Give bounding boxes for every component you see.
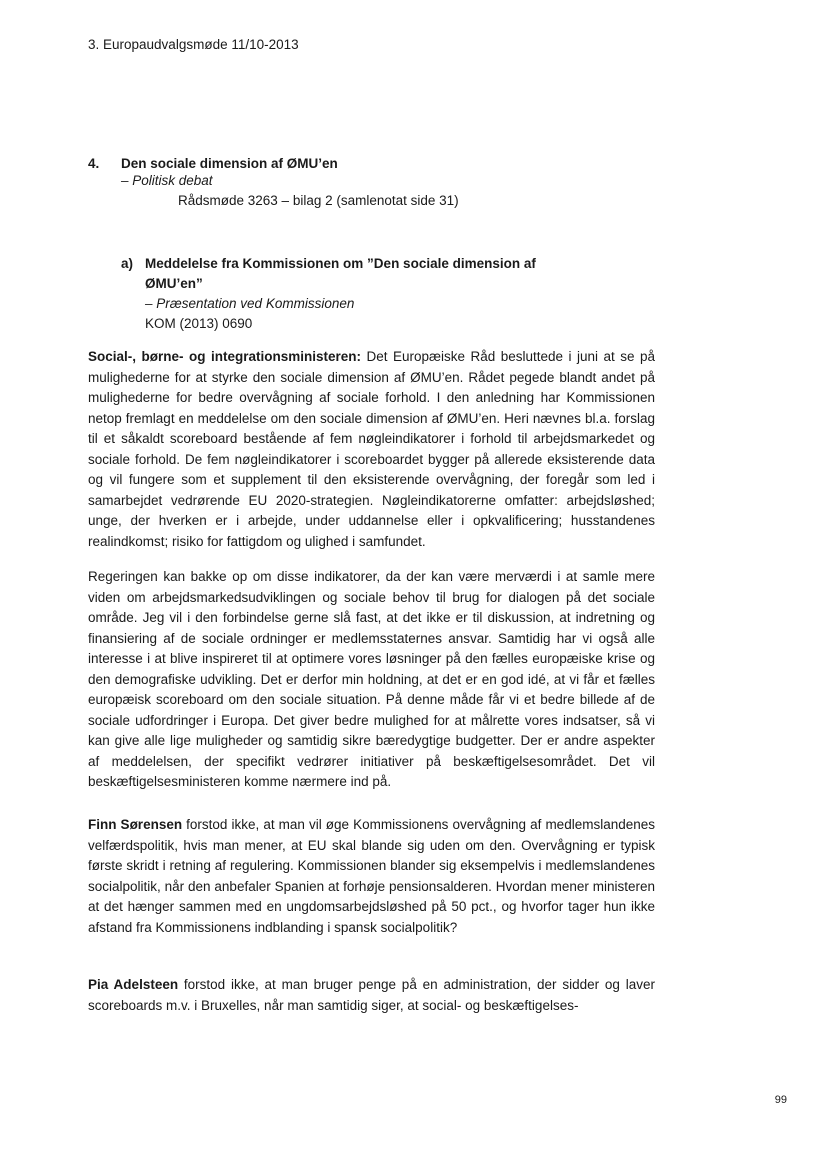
agenda-item-title — [88, 156, 668, 171]
agenda-item-4 — [88, 156, 668, 211]
paragraph-text: forstod ikke, at man bruger penge på en administration, der sidder og laver scoreboards m.v. i Bruxelles, når man samtidig siger, at social- og beskæftigelses- — [88, 977, 655, 1013]
agenda-item-subtitle: – Politisk debat — [121, 173, 213, 188]
paragraph-pia-adelsteen — [88, 975, 655, 1016]
agenda-item-reference: Rådsmøde 3263 – bilag 2 (samlenotat side 31) — [178, 193, 459, 208]
paragraph-text: forstod ikke, at man vil øge Kommissionens overvågning af medlemslandenes velfærdspolitik, hvis man mener, at EU skal blande sig uden om den. Overvågning er typisk første skridt i retning af regulering. Kommissionen blander sig eksempelvis i medlemslandenes socialpolitik, når den anbefaler Spanien at forhøje pensionsalderen. Hvordan mener ministeren at det hænger sammen med en ungdomsarbejdsløshed på 50 pct., og hvorfor tager hun ikke afstand fra Kommissionens indblanding i spansk socialpolitik? — [88, 817, 656, 935]
speaker-name: Social-, børne- og integrationsministeren: — [88, 349, 361, 364]
subitem-kom-ref: KOM (2013) 0690 — [145, 316, 253, 331]
subitem-letter: a) — [121, 256, 134, 271]
paragraph-text: Det Europæiske Råd besluttede i juni at se på mulighederne for at styrke den sociale dimension af ØMU’en. Rådet pegede blandt andet på mulighederne for bedre overvågning af sociale forhold. I den anledning har Kommissionen netop fremlagt en meddelelse om den sociale dimension af ØMU’en. Heri nævnes bl.a. forslag til et såkaldt scoreboard bestående af fem nøgleindikatorer i forhold til arbejdsmarkedet og sociale forhold. De fem nøgleindikatorer i scoreboardet bygger på allerede eksisterende data og vil fungere som et supplement til den eksisterende overvågning, der foregår som led i samarbejdet vedrørende EU 2020-strategien. Nøgleindikatorerne omfatter: arbejdsløshed; unge, der hverken er i arbejde, under uddannelse eller i opkvalificering; husstandenes realindkomst; risiko for fattigdom og ulighed i samfundet. — [88, 349, 655, 549]
subitem-title-text: Meddelelse fra Kommissionen om ”Den sociale dimension af ØMU’en” — [145, 256, 536, 291]
paragraph-government — [88, 567, 655, 793]
page-number: 99 — [774, 1094, 787, 1106]
paragraph-finn-sorensen — [88, 815, 655, 938]
subitem-title — [121, 254, 581, 294]
subitem-presentation: – Præsentation ved Kommissionen — [145, 296, 355, 311]
agenda-item-number: 4. — [88, 156, 100, 171]
paragraph-text: Regeringen kan bakke op om disse indikatorer, da der kan være merværdi i at samle mere viden om arbejdsmarkedsudviklingen og sociale behov til brug for dialogen på det sociale område. Jeg vil i den forbindelse gerne slå fast, at det ikke er til diskussion, at indretning og finansiering af de sociale ordninger er medlemsstaternes ansvar. Samtidig har vi også alle interesse i at blive inspireret til at optimere vores løsninger på den fælles europæiske krise og den demografiske udvikling. Det er derfor min holdning, at det er en god idé, at vi får et fælles europæisk scoreboard om den sociale situation. På denne måde får vi et bedre billede af de sociale udfordringer i Europa. Det giver bedre mulighed for at målrette vores indsatser, så vi kan give alle lige muligheder og samtidig sikre bæredygtige budgetter. Der er andre aspekter af meddelelsen, der specifikt vedrører initiativer på beskæftigelsesområdet. Det vil beskæftigelsesministeren komme nærmere ind på. — [88, 569, 655, 789]
agenda-subitem-a — [121, 254, 581, 334]
paragraph-minister — [88, 347, 655, 552]
agenda-item-title-text: Den sociale dimension af ØMU’en — [121, 156, 338, 171]
speaker-name: Finn Sørensen — [88, 817, 183, 832]
speaker-name: Pia Adelsteen — [88, 977, 179, 992]
running-header: 3. Europaudvalgsmøde 11/10-2013 — [88, 37, 299, 52]
